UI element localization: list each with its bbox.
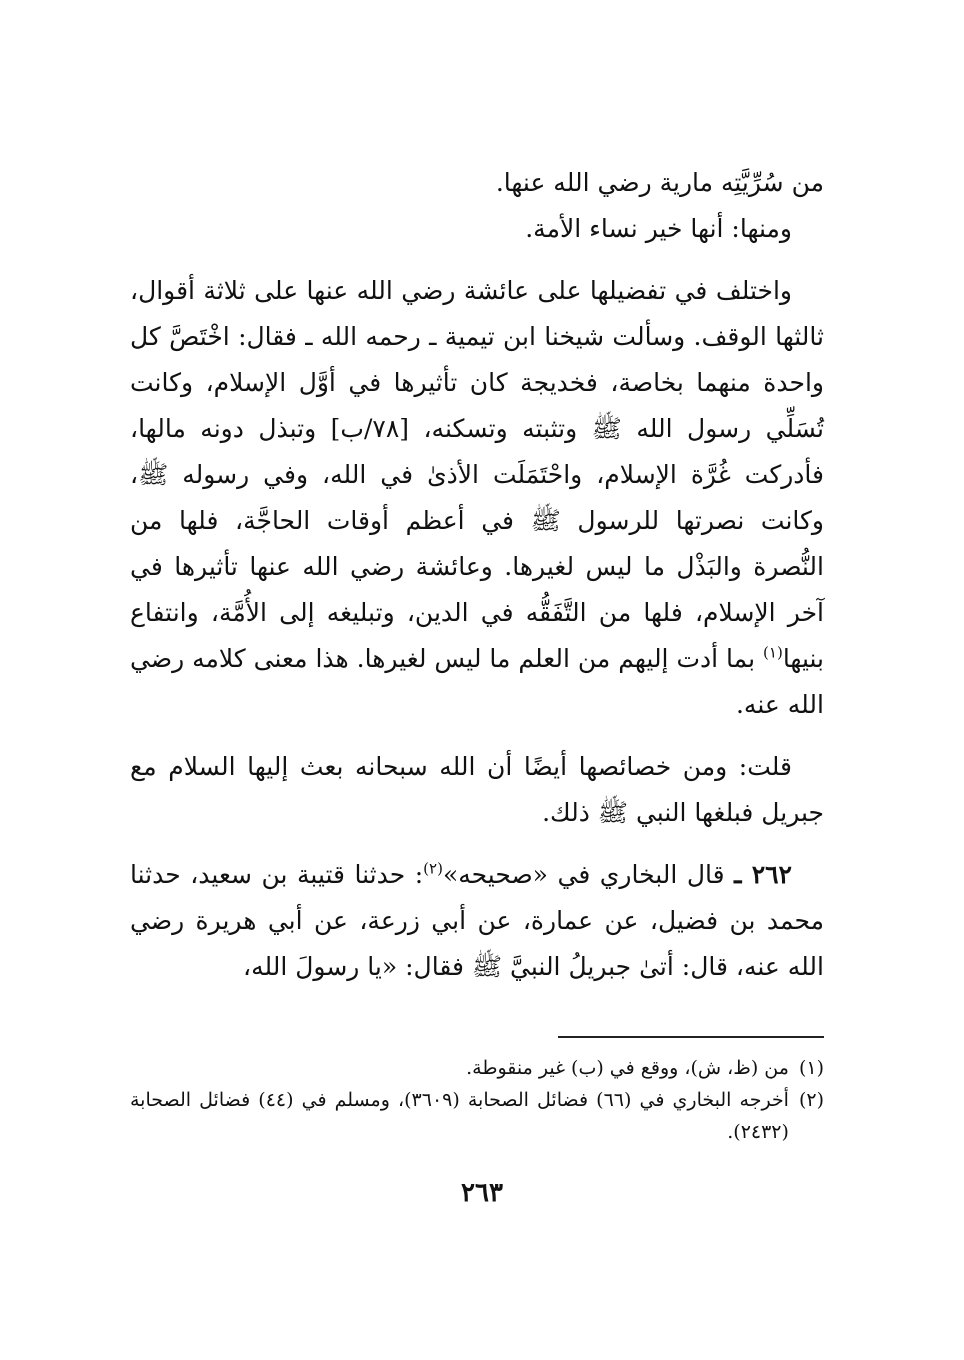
paragraph-2: ومنها: أنها خير نساء الأمة. [525,214,792,243]
paragraph-3-text-b: بما أدت إليهم من العلم ما ليس لغيرها. هذا معنى كلامه رضي الله عنه. [130,644,824,719]
footnote-number: (٢) [798,1089,824,1111]
paragraph-5-text-a: قال البخاري في «صحيحه» [442,860,735,889]
footnote-ref-2[interactable]: (٢) [423,859,443,878]
paragraph-5-text-b: : حدثنا قتيبة بن سعيد، حدثنا محمد بن فضيل، عن عمارة، عن أبي زرعة، عن أبي هريرة رضي الله عنه، قال: أتىٰ جبريلُ النبيَّ ﷺ فقال: «يا رسولَ الله، [130,860,824,981]
paragraph-4: قلت: ومن خصائصها أيضًا أن الله سبحانه بعث إليها السلام مع جبريل فبلغها النبي ﷺ ذلك. [130,752,824,827]
footnote-number: (١) [798,1057,824,1079]
footnote-2 [130,1084,824,1148]
paragraph-3-text-a: واختلف في تفضيلها على عائشة رضي الله عنها على ثلاثة أقوال، ثالثها الوقف. وسألت شيخنا ابن تيمية ـ رحمه الله ـ فقال: اخْتَصَّ كل واحدة منهما بخاصة، فخديجة كان تأثيرها في أوَّل الإسلام، وكانت تُسَلِّي رسول الله ﷺ وتثبته وتسكنه، [٧٨/ب] وتبذل دونه مالها، فأدركت غُرَّة الإسلام، واحْتَمَلَت الأذىٰ في الله، وفي رسوله ﷺ، وكانت نصرتها للرسول ﷺ في أعظم أوقات الحاجَّة، فلها من النُّصرة والبَذْل ما ليس لغيرها. وعائشة رضي الله عنها تأثيرها في آخر الإسلام، فلها من التَّفَقُّه في الدين، وتبليغه إلى الأُمَّة، وانتفاع بنيها [130,276,824,673]
footnotes [130,1052,824,1148]
footnote-text: من (ظ، ش)، ووقع في (ب) غير منقوطة. [466,1057,789,1079]
paragraph-1: من سُرِّيَّتِه مارية رضي الله عنها. [495,168,824,197]
paragraph-5 [130,852,824,990]
footnote-text: أخرجه البخاري في (٦٦) فضائل الصحابة (٣٦٠٩)، ومسلم في (٤٤) فضائل الصحابة (٢٤٣٢). [130,1089,789,1143]
main-text [130,160,824,990]
footnote-1 [130,1052,824,1084]
paragraph-3 [130,268,824,728]
page-number: ٢٦٣ [461,1178,503,1208]
hadith-number: ٢٦٢ ـ [734,860,792,889]
footnote-divider [558,1036,824,1038]
footnote-ref-1[interactable]: (١) [763,643,783,662]
